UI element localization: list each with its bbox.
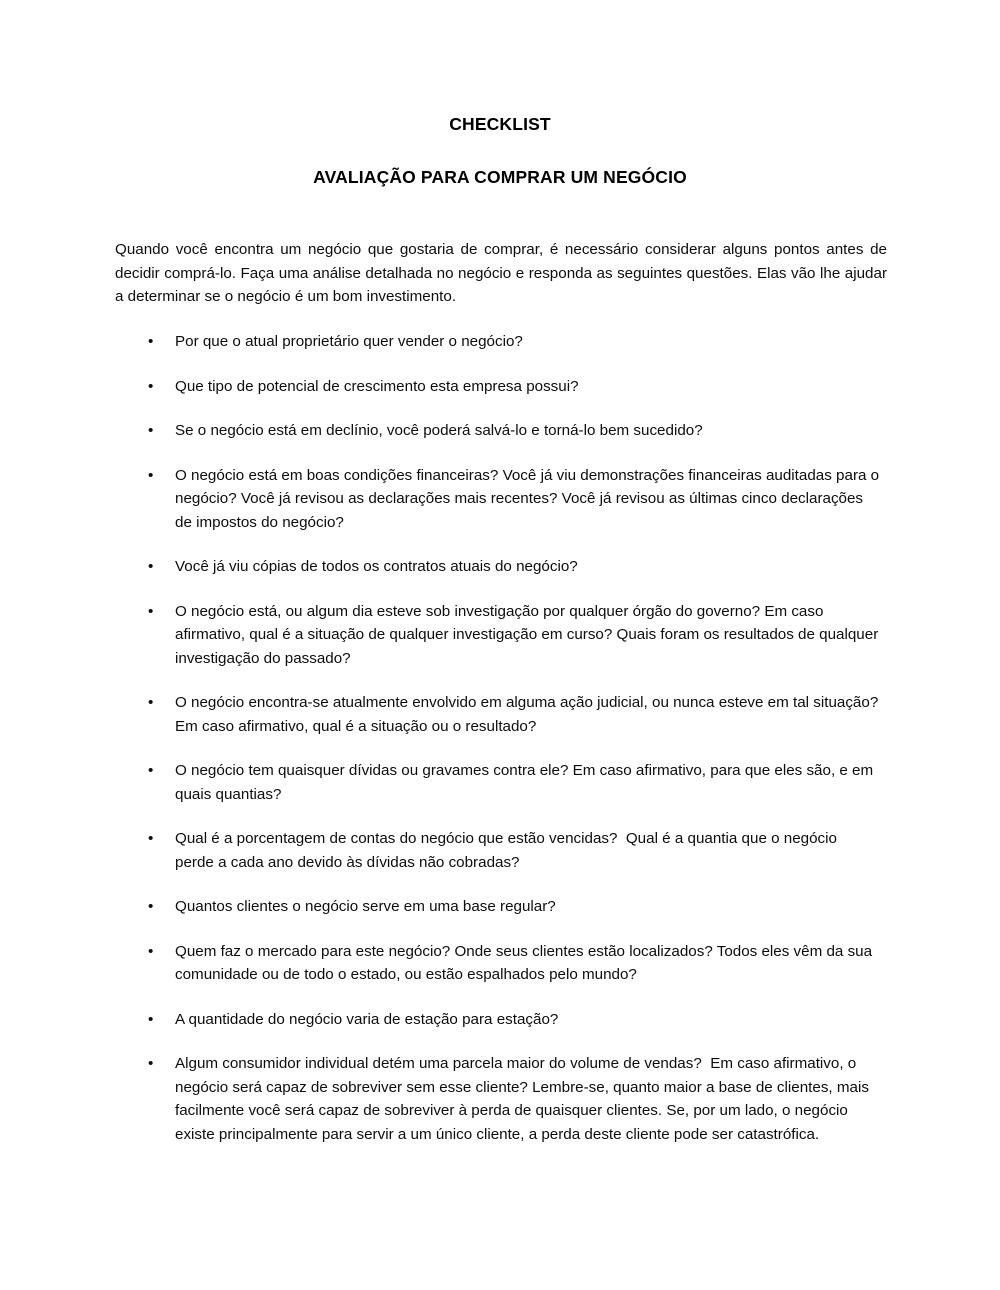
page-title: CHECKLIST (449, 114, 551, 134)
checklist-item (0, 691, 883, 738)
checklist-item-text: Quantos clientes o negócio serve em uma base regular? (175, 898, 556, 915)
checklist-item-text: Você já viu cópias de todos os contratos atuais do negócio? (175, 558, 578, 575)
checklist-item (0, 419, 880, 443)
bullet-icon: • (148, 1010, 154, 1028)
bullet-icon: • (148, 333, 154, 350)
checklist-item (0, 1052, 880, 1146)
checklist-item-text: Qual é a porcentagem de contas do negócio que estão vencidas? Qual é a quantia que o negócio perde a cada ano devido às dívidas não cobradas? (175, 830, 842, 871)
checklist-item (0, 1008, 880, 1032)
bullet-icon: • (148, 898, 154, 915)
checklist-item-text: O negócio tem quaisquer dívidas ou gravames contra ele? Em caso afirmativo, para que eles são, e em quais quantias? (175, 762, 878, 803)
checklist-item (0, 375, 880, 399)
checklist-item-text: O negócio encontra-se atualmente envolvido em alguma ação judicial, ou nunca esteve em tal situação? Em caso afirmativo, qual é a situação ou o resultado? (175, 694, 883, 735)
bullet-icon: • (148, 558, 154, 575)
checklist-item (0, 940, 880, 987)
checklist-item-text: O negócio está em boas condições financeiras? Você já viu demonstrações financeiras auditadas para o negócio? Você já revisou as declarações mais recentes? Você já revisou as últimas cinco declarações de impostos do negócio? (175, 466, 884, 531)
checklist-item (0, 330, 880, 354)
bullet-icon: • (148, 377, 154, 395)
checklist-item-text: Que tipo de potencial de crescimento esta empresa possui? (175, 377, 579, 395)
checklist-item (0, 759, 880, 806)
checklist-item (0, 464, 884, 535)
checklist-item-text: Por que o atual proprietário quer vender o negócio? (175, 333, 523, 350)
bullet-icon: • (148, 830, 154, 847)
checklist-item-text: O negócio está, ou algum dia esteve sob investigação por qualquer órgão do governo? Em caso afirmativo, qual é a situação de qualquer investigação em curso? Quais foram os resultados de qualquer investigação do passado? (175, 602, 883, 667)
checklist-item-text: Quem faz o mercado para este negócio? Onde seus clientes estão localizados? Todos eles vêm da sua comunidade ou de todo o estado, ou estão espalhados pelo mundo? (175, 942, 877, 983)
checklist-item-text: A quantidade do negócio varia de estação para estação? (175, 1010, 559, 1028)
checklist-item (0, 600, 883, 671)
bullet-icon: • (148, 762, 154, 779)
bullet-icon: • (148, 694, 154, 711)
checklist-item (0, 895, 880, 919)
bullet-icon: • (148, 942, 154, 960)
document-header (0, 0, 1000, 189)
bullet-icon: • (148, 466, 154, 484)
checklist-item-text: Se o negócio está em declínio, você poderá salvá-lo e torná-lo bem sucedido? (175, 422, 703, 439)
bullet-icon: • (148, 1055, 154, 1072)
intro-paragraph: Quando você encontra um negócio que gostaria de comprar, é necessário considerar alguns pontos antes de decidir comprá-lo. Faça uma análise detalhada no negócio e responda as seguintes questões. Elas vão lhe ajudar a determinar se o negócio é um bom investimento. (115, 241, 887, 305)
checklist-item (0, 827, 880, 874)
checklist-list (0, 330, 1000, 1167)
checklist-item-text: Algum consumidor individual detém uma parcela maior do volume de vendas? Em caso afirmativo, o negócio será capaz de sobreviver sem esse cliente? Lembre-se, quanto maior a base de clientes, mais facilmente você será capaz de sobreviver à perda de quaisquer clientes. Se, por um lado, o negócio existe principalmente para servir a um único cliente, a perda deste cliente pode ser catastrófica. (175, 1055, 874, 1143)
bullet-icon: • (148, 602, 154, 620)
page-subtitle: AVALIAÇÃO PARA COMPRAR UM NEGÓCIO (313, 167, 687, 187)
checklist-item (0, 555, 880, 579)
bullet-icon: • (148, 422, 154, 439)
